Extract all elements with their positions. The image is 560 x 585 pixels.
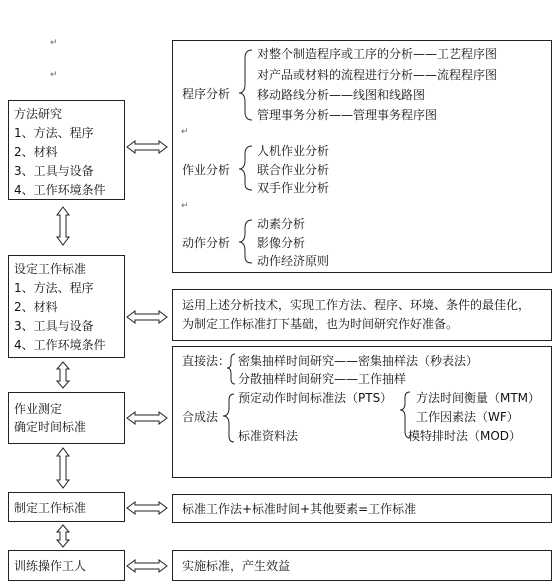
timing-methods-box [172,346,552,478]
work-measurement-line2: 确定时间标准 [14,420,87,434]
motion-analysis-item: 动作经济原则 [257,254,330,268]
double-arrow-vertical [56,524,70,548]
set-standard-item: 4、工作环境条件 [14,338,106,352]
double-arrow-vertical [56,361,70,389]
train-workers-box [8,550,125,581]
apply-box [172,289,552,341]
process-analysis-label: 程序分析 [182,87,231,101]
implement-box [172,550,552,581]
analysis-braces [172,40,552,273]
method-study-item: 3、工具与设备 [14,164,94,178]
motion-analysis-item: 影像分析 [257,236,306,250]
pts-method: 预定动作时间标准法（PTS） [238,391,393,405]
establish-standard-title: 制定工作标准 [14,501,87,515]
analysis-box [172,40,552,273]
double-arrow-horizontal [126,411,168,425]
method-study-item: 2、材料 [14,145,58,159]
pts-item: 工作因素法（WF） [416,410,519,424]
method-study-item: 4、工作环境条件 [14,183,106,197]
synthetic-method-label: 合成法 [182,410,219,424]
train-workers-title: 训练操作工人 [14,559,87,573]
double-arrow-horizontal [126,559,168,573]
operation-analysis-item: 人机作业分析 [257,144,330,158]
set-standard-item: 1、方法、程序 [14,281,94,295]
paragraph-mark: ↵ [181,201,189,211]
pts-item: 模特排时法（MOD） [408,429,522,443]
apply-line1: 运用上述分析技术，实现工作方法、程序、环境、条件的最佳化， [182,298,531,312]
double-arrow-vertical [56,206,70,246]
direct-method-item: 分散抽样时间研究——工作抽样 [238,372,407,386]
formula-text: 标准工作法+标准时间+其他要素=工作标准 [182,502,417,516]
standard-data-method: 标准资料法 [238,429,299,443]
motion-analysis-label: 动作分析 [182,236,231,250]
double-arrow-horizontal [126,501,168,515]
double-arrow-vertical [56,447,70,489]
paragraph-mark: ↵ [181,127,189,137]
process-analysis-item: 管理事务分析——管理事务程序图 [257,108,438,122]
set-standard-box [8,255,125,358]
work-measurement-box [8,392,125,444]
method-study-box [8,100,125,200]
process-analysis-item: 移动路线分析——线图和线路图 [257,88,426,102]
operation-analysis-label: 作业分析 [182,163,231,177]
implement-text: 实施标准，产生效益 [182,559,291,573]
direct-method-label: 直接法： [182,354,231,368]
pts-item: 方法时间衡量（MTM） [416,391,541,405]
set-standard-title: 设定工作标准 [14,262,87,276]
method-study-item: 1、方法、程序 [14,126,94,140]
set-standard-item: 2、材料 [14,300,58,314]
motion-analysis-item: 动素分析 [257,217,306,231]
double-arrow-horizontal [126,140,168,154]
work-measurement-line1: 作业测定 [14,402,63,416]
process-analysis-item: 对整个制造程序或工序的分析——工艺程序图 [257,47,498,61]
apply-line2: 为制定工作标准打下基础，也为时间研究作好准备。 [182,317,459,331]
timing-braces [172,346,552,478]
method-study-title: 方法研究 [14,107,63,121]
operation-analysis-item: 联合作业分析 [257,163,330,177]
formula-box [172,494,552,523]
paragraph-mark: ↵ [50,70,58,80]
process-analysis-item: 对产品或材料的流程进行分析——流程程序图 [257,68,498,82]
paragraph-mark: ↵ [50,38,58,48]
operation-analysis-item: 双手作业分析 [257,181,330,195]
double-arrow-horizontal [126,310,168,324]
establish-standard-box [8,492,125,522]
set-standard-item: 3、工具与设备 [14,319,94,333]
direct-method-item: 密集抽样时间研究——密集抽样法（秒表法） [238,354,479,368]
